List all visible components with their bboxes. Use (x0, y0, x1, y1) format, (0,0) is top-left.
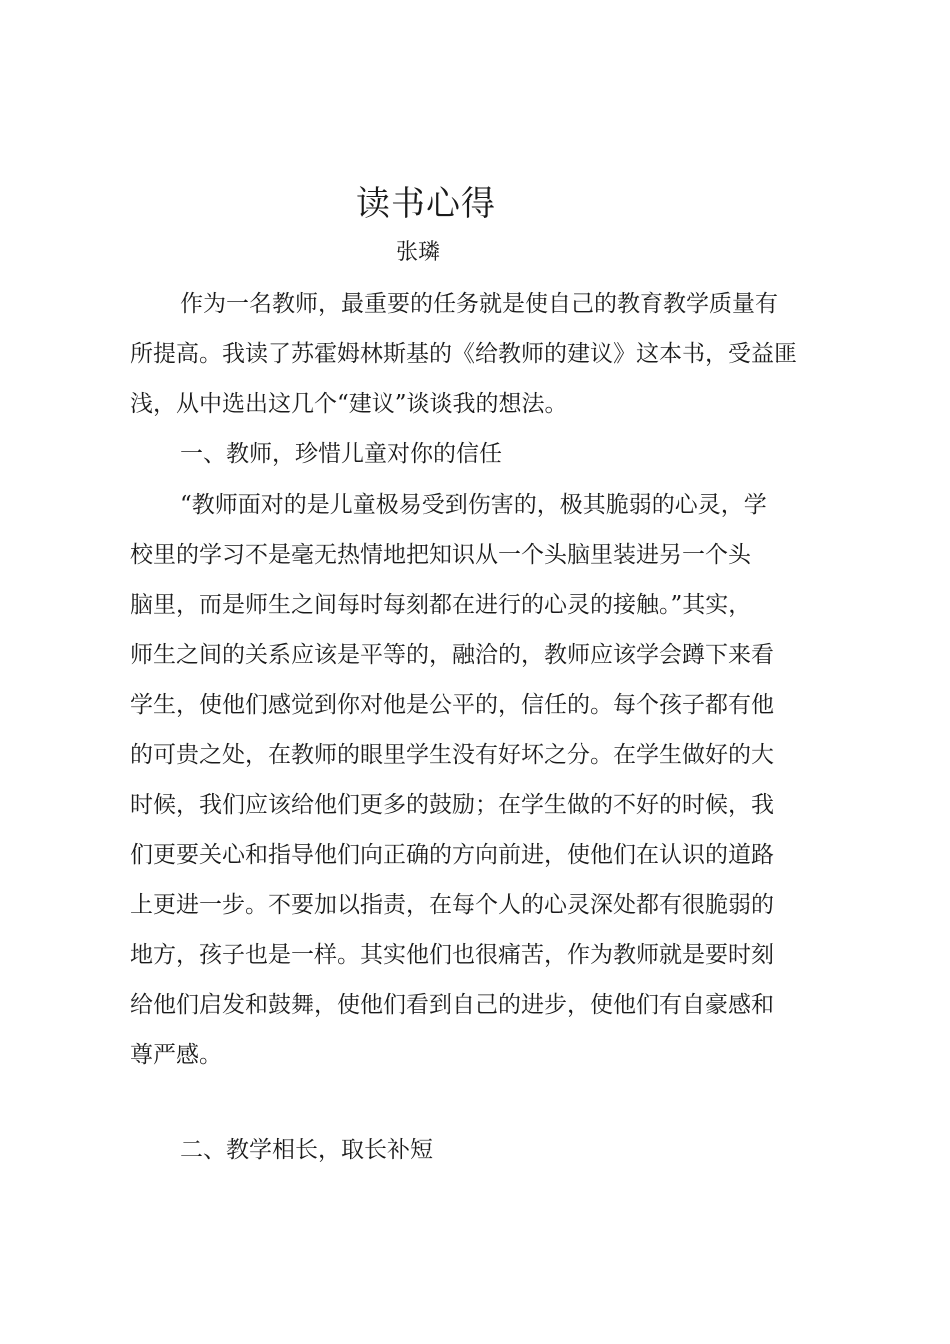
document-title: 读书心得 (356, 184, 496, 224)
paragraph-line: 学生，使他们感觉到你对他是公平的，信任的。每个孩子都有他 (130, 692, 774, 718)
paragraph-line: 作为一名教师，最重要的任务就是使自己的教育教学质量有 (180, 291, 778, 317)
section-heading: 一、教师，珍惜儿童对你的信任 (180, 441, 502, 467)
document-author: 张璘 (396, 240, 441, 265)
paragraph-line: 所提高。我读了苏霍姆林斯基的《给教师的建议》这本书，受益匪 (130, 341, 797, 367)
paragraph-line: 师生之间的关系应该是平等的，融洽的，教师应该学会蹲下来看 (130, 642, 774, 668)
paragraph-line: 脑里，而是师生之间每时每刻都在进行的心灵的接触。”其实， (130, 592, 752, 618)
paragraph-line: 校里的学习不是毫无热情地把知识从一个头脑里装进另一个头 (130, 542, 751, 568)
section-heading: 二、教学相长，取长补短 (180, 1137, 433, 1163)
paragraph-line: 给他们启发和鼓舞，使他们看到自己的进步，使他们有自豪感和 (130, 992, 774, 1018)
paragraph-line: “教师面对的是儿童极易受到伤害的，极其脆弱的心灵，学 (180, 492, 767, 518)
paragraph-line: 地方，孩子也是一样。其实他们也很痛苦，作为教师就是要时刻 (130, 942, 774, 968)
paragraph-line: 尊严感。 (130, 1042, 222, 1068)
paragraph-line: 们更要关心和指导他们向正确的方向前进，使他们在认识的道路 (130, 842, 774, 868)
paragraph-line: 时候，我们应该给他们更多的鼓励；在学生做的不好的时候，我 (130, 792, 774, 818)
paragraph-line: 浅，从中选出这几个“建议”谈谈我的想法。 (130, 391, 568, 417)
paragraph-line: 上更进一步。不要加以指责，在每个人的心灵深处都有很脆弱的 (130, 892, 774, 918)
paragraph-line: 的可贵之处，在教师的眼里学生没有好坏之分。在学生做好的大 (130, 742, 774, 768)
